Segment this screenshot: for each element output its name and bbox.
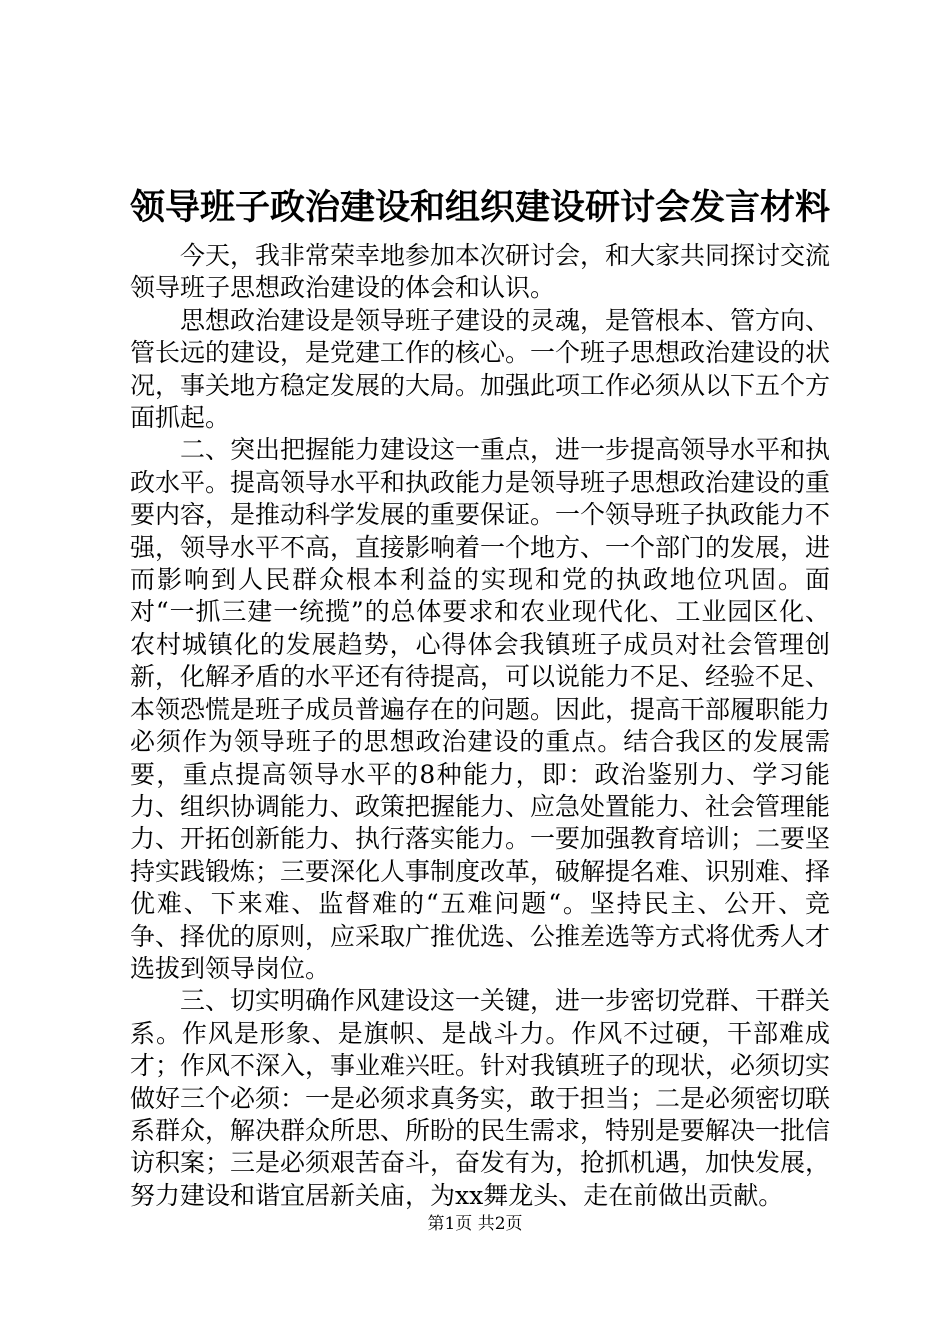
document-title: 领导班子政治建设和组织建设研讨会发言材料 (129, 187, 830, 228)
paragraph-section-two: 二、突出把握能力建设这一重点，进一步提高领导水平和执政水平。提高领导水平和执政能力是领导班子思想政治建设的重要内容，是推动科学发展的重要保证。一个领导班子执政能力不强，领导水平不高，直接影响着一个地方、一个部门的发展，进而影响到人民群众根本利益的实现和党的执政地位巩固。面对“一抓三建一统揽”的总体要求和农业现代化、工业园区化、农村城镇化的发展趋势，心得体会我镇班子成员对社会管理创新，化解矛盾的水平还有待提高，可以说能力不足、经验不足、本领恐慌是班子成员普遍存在的问题。因此，提高干部履职能力必须作为领导班子的思想政治建设的重点。结合我区的发展需要，重点提高领导水平的8种能力，即：政治鉴别力、学习能力、组织协调能力、政策把握能力、应急处置能力、社会管理能力、开拓创新能力、执行落实能力。一要加强教育培训；二要坚持实践锻炼；三要深化人事制度改革，破解提名难、识别难、择优难、下来难、监督难的“五难问题“。坚持民主、公开、竞争、择优的原则，应采取广推优选、公推差选等方式将优秀人才选拔到领导岗位。 (130, 435, 831, 983)
paragraph-section-three: 三、切实明确作风建设这一关键，进一步密切党群、干群关系。作风是形象、是旗帜、是战斗力。作风不过硬，干部难成才；作风不深入，事业难兴旺。针对我镇班子的现状，必须切实做好三个必须：一是必须求真务实，敢于担当；二是必须密切联系群众，解决群众所思、所盼的民生需求，特别是要解决一批信访积案；三是必须艰苦奋斗，奋发有为，抢抓机遇，加快发展，努力建设和谐宜居新关庙，为xx舞龙头、走在前做出贡献。 (130, 986, 831, 1210)
paragraph-overview: 思想政治建设是领导班子建设的灵魂，是管根本、管方向、管长远的建设，是党建工作的核心。一个班子思想政治建设的状况，事关地方稳定发展的大局。加强此项工作必须从以下五个方面抓起。 (130, 305, 831, 433)
document-body (130, 240, 830, 1212)
page-footer: 第1页 共2页 (427, 1214, 523, 1234)
paragraph-intro: 今天，我非常荣幸地参加本次研讨会，和大家共同探讨交流领导班子思想政治建设的体会和认识。 (130, 241, 831, 303)
